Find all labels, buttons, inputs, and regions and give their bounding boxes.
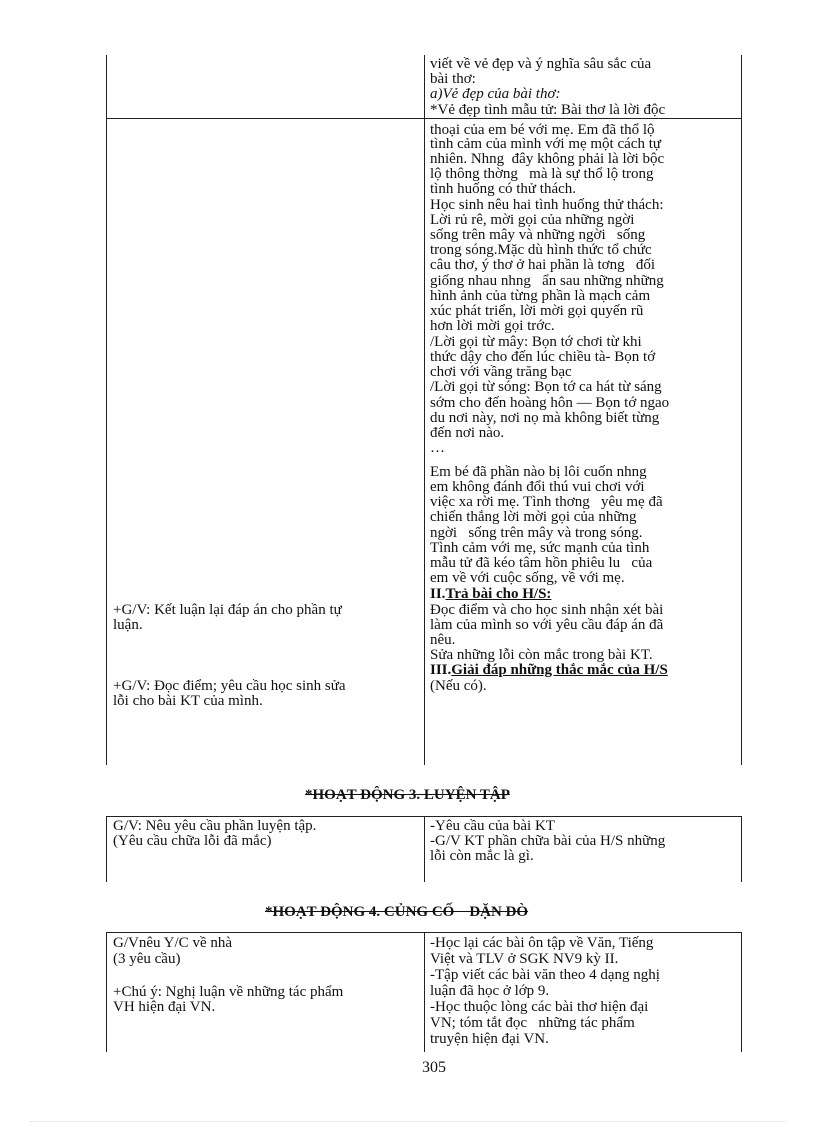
text-line: trong sóng.Mặc dù hình thức tổ chức <box>430 242 652 258</box>
text-line: luận đã học ở lớp 9. <box>430 983 550 999</box>
table1-right-border <box>741 55 742 765</box>
text-line: mẫu tử đã kéo tâm hồn phiêu lu của <box>430 555 653 571</box>
text-line: em về với cuộc sống, về với mẹ. <box>430 570 625 586</box>
text-line: (Nếu có). <box>430 678 487 694</box>
text-line: /Lời gọi từ sóng: Bọn tớ ca hát từ sáng <box>430 379 662 395</box>
text-line: thức dậy cho đến lúc chiều tà- Bọn tớ <box>430 349 656 365</box>
text-line: nêu. <box>430 632 456 648</box>
text-line: ngời sống trên mây và trong sóng. <box>430 525 643 541</box>
heading-giai-dap <box>430 663 668 678</box>
text-line: chơi với vầng trăng bạc <box>430 364 572 380</box>
text-line: giống nhau nhng ẩn sau những những <box>430 273 664 289</box>
text-line: Em bé đã phần nào bị lôi cuốn nhng <box>430 464 647 480</box>
text-line: +G/V: Đọc điểm; yêu cầu học sinh sửa <box>113 678 346 694</box>
table2-right-border <box>741 816 742 882</box>
text-line: +Chú ý: Nghị luận về những tác phẩm <box>113 984 344 1000</box>
text-line: tình cảm của mình với mẹ một cách tự <box>430 136 661 152</box>
text-line: hơn lời mời gọi trớc. <box>430 318 555 334</box>
text-line: Lời rủ rê, mời gọi của những ngời <box>430 212 635 228</box>
table2-middle-border <box>424 816 425 882</box>
subheading-a: a)Vẻ đẹp của bài thơ: <box>430 86 561 102</box>
text-line: Sửa những lỗi còn mắc trong bài KT. <box>430 647 653 663</box>
table1-row-divider <box>106 118 742 119</box>
text-line: truyện hiện đại VN. <box>430 1031 549 1047</box>
text-line: -G/V KT phần chữa bài của H/S những <box>430 833 666 849</box>
text-line: +G/V: Kết luận lại đáp án cho phần tự <box>113 602 342 618</box>
text-line: VN; tóm tắt đọc những tác phẩm <box>430 1015 635 1031</box>
text-line: (Yêu cầu chữa lỗi đã mắc) <box>113 833 272 849</box>
text-line: sớm cho đến hoàng hôn — Bọn tớ ngao <box>430 395 670 411</box>
text-line: Tình cảm với mẹ, sức mạnh của tình <box>430 540 650 556</box>
text-line: nhiên. Nhng đây không phải là lời bộc <box>430 151 665 167</box>
text-line: câu thơ, ý thơ ở hai phần là tơng đối <box>430 257 656 273</box>
text-line: Học sinh nêu hai tình huống thử thách: <box>430 197 664 213</box>
page-number: 305 <box>422 1059 446 1076</box>
text-line: việc xa rời mẹ. Tình thơng yêu mẹ đã <box>430 494 663 510</box>
text-line: làm của mình so với yêu cầu đáp án đã <box>430 617 664 633</box>
text-line: đến nơi nào. <box>430 425 505 441</box>
table3-left-border <box>106 932 107 1052</box>
heading-number: III. <box>430 662 452 678</box>
table3-middle-border <box>424 932 425 1052</box>
text-line: lỗi cho bài KT của mình. <box>113 693 263 709</box>
text-line: … <box>430 440 445 456</box>
table1-left-border <box>106 55 107 765</box>
text-line: thoại của em bé với mẹ. Em đã thổ lộ <box>430 122 655 138</box>
heading-number: II. <box>430 586 446 602</box>
text-line: /Lời gọi từ mây: Bọn tớ chơi từ khi <box>430 334 642 350</box>
text-line: em không đánh đổi thú vui chơi với <box>430 479 645 495</box>
section-heading-hoat-dong-4: *HOẠT ĐỘNG 4. CỦNG CỐ DẶN DÒ <box>265 904 529 920</box>
text-line: du nơi này, nơi nọ mà không biết từng <box>430 410 660 426</box>
text-line: G/Vnêu Y/C về nhà <box>113 935 233 951</box>
text-line: G/V: Nêu yêu cầu phần luyện tập. <box>113 818 317 834</box>
text-line: Việt và TLV ở SGK NV9 kỳ II. <box>430 951 619 967</box>
text-line: lộ thông thờng mà là sự thổ lộ trong <box>430 166 654 182</box>
text-line: (3 yêu cầu) <box>113 951 181 967</box>
heading-tra-bai <box>430 587 551 602</box>
text-line: -Tập viết các bài văn theo 4 dạng nghị <box>430 967 660 983</box>
table1-middle-border <box>424 55 425 765</box>
text-line: bài thơ: <box>430 71 476 87</box>
text-line: tình huống có thử thách. <box>430 181 577 197</box>
table3-right-border <box>741 932 742 1052</box>
heading-text: Giải đáp những thắc mắc của H/S <box>451 662 668 678</box>
text-line: VH hiện đại VN. <box>113 999 216 1015</box>
table2-left-border <box>106 816 107 882</box>
text-line: chiến thắng lời mời gọi của những <box>430 509 637 525</box>
text-line: -Học thuộc lòng các bài thơ hiện đại <box>430 999 649 1015</box>
heading-text: Trả bài cho H/S: <box>445 586 552 602</box>
text-line: *Vẻ đẹp tình mẫu tử: Bài thơ là lời độc <box>430 102 666 118</box>
text-line: Đọc điểm và cho học sinh nhận xét bài <box>430 602 664 618</box>
text-line: -Yêu cầu của bài KT <box>430 818 555 834</box>
text-line: hình ảnh của từng phần là mạch cảm <box>430 288 651 304</box>
page-bottom-dotted-rule <box>30 1121 786 1122</box>
text-line: viết về vẻ đẹp và ý nghĩa sâu sắc của <box>430 56 652 72</box>
text-line: lỗi còn mắc là gì. <box>430 848 534 864</box>
text-line: xúc phát triển, lời mời gọi quyến rũ <box>430 303 644 319</box>
text-line: luận. <box>113 617 143 633</box>
text-line: sống trên mây và những ngời sống <box>430 227 646 243</box>
text-line: -Học lại các bài ôn tập về Văn, Tiếng <box>430 935 654 951</box>
section-heading-hoat-dong-3: *HOẠT ĐỘNG 3. LUYỆN TẬP <box>305 787 510 803</box>
